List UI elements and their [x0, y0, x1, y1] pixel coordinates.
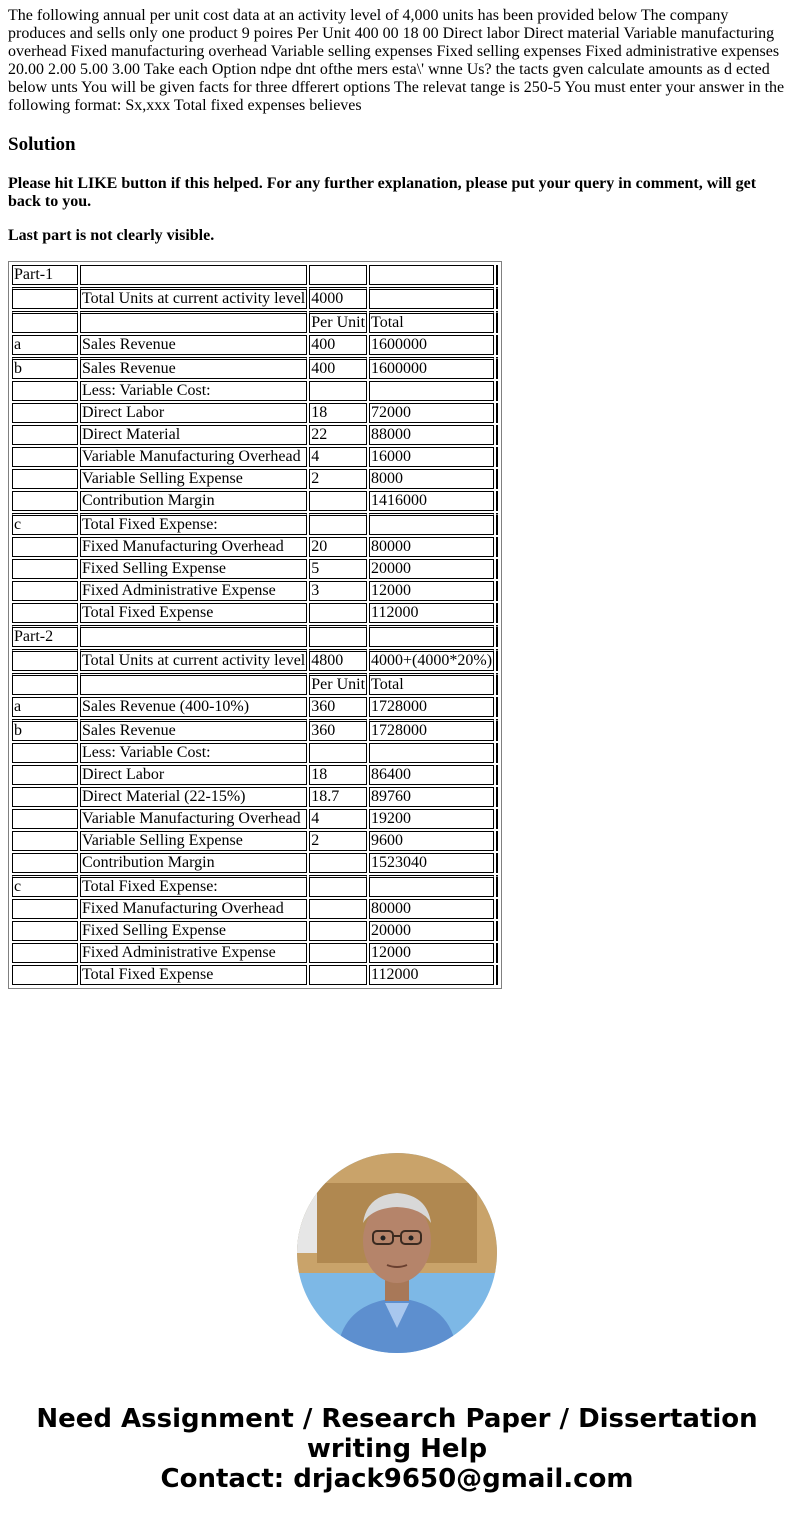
table-cell-c4: 12000 [369, 581, 494, 601]
table-cell-c3: Per Unit [309, 311, 367, 333]
table-cell-c2 [80, 311, 307, 333]
table-cell-c4: 112000 [369, 965, 494, 985]
table-cell-c2 [80, 265, 307, 285]
table-cell-c4: Total [369, 673, 494, 695]
table-cell-c1: Part-1 [12, 265, 78, 285]
table-cell-c1: Part-2 [12, 625, 78, 647]
table-cell-c3 [309, 853, 367, 873]
table-cell-c2: Sales Revenue [80, 335, 307, 355]
table-cell-c3: 22 [309, 425, 367, 445]
table-cell-c1 [12, 673, 78, 695]
table-cell-empty [496, 559, 498, 579]
table-row [12, 403, 498, 423]
table-cell-c3 [309, 625, 367, 647]
table-cell-c3: Per Unit [309, 673, 367, 695]
table-cell-c2 [80, 673, 307, 695]
table-cell-empty [496, 649, 498, 671]
table-row [12, 603, 498, 623]
table-cell-c2: Contribution Margin [80, 853, 307, 873]
solution-table-wrapper [8, 261, 502, 989]
table-cell-c3: 360 [309, 719, 367, 741]
table-cell-empty [496, 603, 498, 623]
table-cell-c4: 20000 [369, 921, 494, 941]
table-cell-c4: Total [369, 311, 494, 333]
table-cell-empty [496, 513, 498, 535]
table-cell-c4: 4000+(4000*20%) [369, 649, 494, 671]
table-cell-c2: Sales Revenue [80, 357, 307, 379]
table-cell-c2: Total Fixed Expense: [80, 875, 307, 897]
table-row [12, 673, 498, 695]
table-cell-c4: 72000 [369, 403, 494, 423]
table-cell-c1 [12, 403, 78, 423]
table-cell-c4 [369, 875, 494, 897]
table-cell-c4: 20000 [369, 559, 494, 579]
table-cell-empty [496, 899, 498, 919]
table-cell-empty [496, 921, 498, 941]
table-cell-c4: 86400 [369, 765, 494, 785]
table-cell-c3 [309, 513, 367, 535]
table-row [12, 581, 498, 601]
question-text: The following annual per unit cost data at an activity level of 4,000 units has been provided below The company produces and sells only one product 9 poires Per Unit 400 00 18 00 Direct labor Direct material Variable manufacturing overhead Fixed manufacturing overhead Variable selling expenses Fixed selling expenses Fixed administrative expenses 20.00 2.00 5.00 3.00 Take each Option ndpe dnt ofthe mers esta\' wnne Us? the tacts gven calculate amounts as d ected below unts You will be given facts for three dfferert options The relevat tange is 250-5 You must enter your answer in the following format: Sx,xxx Total fixed expenses believes [8, 7, 785, 114]
table-cell-empty [496, 943, 498, 963]
last-part-note: Last part is not clearly visible. [8, 227, 215, 244]
table-cell-c4 [369, 513, 494, 535]
table-row [12, 265, 498, 285]
table-cell-c1 [12, 381, 78, 401]
table-cell-c4: 8000 [369, 469, 494, 489]
table-cell-empty [496, 831, 498, 851]
table-cell-c2 [80, 625, 307, 647]
table-cell-c4 [369, 625, 494, 647]
table-row [12, 831, 498, 851]
table-row [12, 469, 498, 489]
table-row [12, 287, 498, 309]
table-cell-empty [496, 311, 498, 333]
table-cell-empty [496, 965, 498, 985]
table-cell-c2: Total Fixed Expense [80, 603, 307, 623]
table-row [12, 765, 498, 785]
table-cell-empty [496, 853, 498, 873]
table-cell-empty [496, 287, 498, 309]
table-row [12, 965, 498, 985]
table-cell-c2: Variable Manufacturing Overhead [80, 447, 307, 467]
table-cell-c2: Direct Material [80, 425, 307, 445]
author-avatar [297, 1153, 497, 1353]
table-cell-empty [496, 743, 498, 763]
table-row [12, 425, 498, 445]
table-cell-c1 [12, 965, 78, 985]
table-cell-c3 [309, 965, 367, 985]
table-row [12, 447, 498, 467]
table-cell-c2: Total Fixed Expense: [80, 513, 307, 535]
table-cell-c1 [12, 537, 78, 557]
table-cell-c3: 4000 [309, 287, 367, 309]
table-cell-empty [496, 787, 498, 807]
footer-line-3: Contact: drjack9650@gmail.com [160, 1464, 634, 1494]
table-row [12, 491, 498, 511]
table-cell-c4 [369, 265, 494, 285]
like-note: Please hit LIKE button if this helped. For any further explanation, please put your query in comment, will get back to you. [8, 175, 757, 210]
table-cell-c1 [12, 853, 78, 873]
table-row [12, 697, 498, 717]
table-cell-c2: Fixed Manufacturing Overhead [80, 899, 307, 919]
table-cell-c4: 1416000 [369, 491, 494, 511]
table-cell-c1 [12, 559, 78, 579]
table-cell-c2: Variable Selling Expense [80, 469, 307, 489]
table-cell-c1 [12, 311, 78, 333]
table-row [12, 743, 498, 763]
table-cell-c2: Direct Material (22-15%) [80, 787, 307, 807]
table-cell-c2: Variable Selling Expense [80, 831, 307, 851]
table-row [12, 537, 498, 557]
author-photo-icon [297, 1153, 497, 1353]
table-cell-c4: 1728000 [369, 719, 494, 741]
table-cell-c3 [309, 943, 367, 963]
table-cell-c2: Total Fixed Expense [80, 965, 307, 985]
table-cell-c4: 80000 [369, 899, 494, 919]
table-cell-empty [496, 469, 498, 489]
table-cell-c3: 400 [309, 357, 367, 379]
table-cell-c1 [12, 603, 78, 623]
table-cell-c2: Fixed Administrative Expense [80, 581, 307, 601]
table-cell-c4: 80000 [369, 537, 494, 557]
table-cell-c3 [309, 899, 367, 919]
table-cell-c1: c [12, 513, 78, 535]
table-cell-c4: 1728000 [369, 697, 494, 717]
table-cell-c2: Less: Variable Cost: [80, 381, 307, 401]
table-cell-c4: 19200 [369, 809, 494, 829]
table-cell-c2: Fixed Manufacturing Overhead [80, 537, 307, 557]
table-cell-c4: 9600 [369, 831, 494, 851]
table-cell-c4: 16000 [369, 447, 494, 467]
table-row [12, 809, 498, 829]
table-cell-c1 [12, 491, 78, 511]
table-row [12, 357, 498, 379]
table-cell-c3 [309, 491, 367, 511]
table-cell-c1 [12, 787, 78, 807]
table-row [12, 787, 498, 807]
table-row [12, 875, 498, 897]
table-cell-c3 [309, 921, 367, 941]
footer-line-2: writing Help [306, 1434, 488, 1464]
table-row [12, 335, 498, 355]
table-cell-c1 [12, 943, 78, 963]
table-cell-c3 [309, 265, 367, 285]
table-cell-c2: Total Units at current activity level [80, 649, 307, 671]
table-cell-c1 [12, 743, 78, 763]
table-cell-empty [496, 447, 498, 467]
table-cell-c2: Sales Revenue [80, 719, 307, 741]
table-cell-c3: 18 [309, 765, 367, 785]
table-cell-c2: Fixed Selling Expense [80, 559, 307, 579]
solution-heading: Solution [8, 134, 76, 155]
footer-line-1: Need Assignment / Research Paper / Dissertation [36, 1404, 758, 1434]
table-cell-c2: Contribution Margin [80, 491, 307, 511]
table-cell-c2: Fixed Administrative Expense [80, 943, 307, 963]
table-cell-empty [496, 381, 498, 401]
table-cell-c2: Total Units at current activity level [80, 287, 307, 309]
table-cell-c1: a [12, 697, 78, 717]
table-row [12, 899, 498, 919]
table-cell-c3: 4800 [309, 649, 367, 671]
table-cell-c3: 3 [309, 581, 367, 601]
table-cell-c3: 4 [309, 809, 367, 829]
table-cell-empty [496, 357, 498, 379]
table-cell-c1 [12, 447, 78, 467]
table-cell-empty [496, 625, 498, 647]
table-cell-c4: 12000 [369, 943, 494, 963]
table-cell-c1 [12, 765, 78, 785]
table-cell-c1 [12, 649, 78, 671]
table-cell-c1 [12, 287, 78, 309]
table-cell-c2: Fixed Selling Expense [80, 921, 307, 941]
table-cell-c2: Direct Labor [80, 403, 307, 423]
table-cell-empty [496, 581, 498, 601]
table-cell-c1 [12, 809, 78, 829]
table-row [12, 943, 498, 963]
table-cell-c3: 18 [309, 403, 367, 423]
table-row [12, 311, 498, 333]
footer-advert [0, 1404, 794, 1494]
table-row [12, 513, 498, 535]
table-cell-empty [496, 265, 498, 285]
table-cell-c1 [12, 425, 78, 445]
table-cell-empty [496, 765, 498, 785]
table-row [12, 853, 498, 873]
table-cell-c1: a [12, 335, 78, 355]
table-cell-c3: 18.7 [309, 787, 367, 807]
solution-table [10, 263, 500, 987]
table-cell-c4: 1600000 [369, 357, 494, 379]
table-row [12, 381, 498, 401]
table-cell-c1 [12, 581, 78, 601]
table-cell-c1: c [12, 875, 78, 897]
table-cell-c3: 2 [309, 469, 367, 489]
table-cell-empty [496, 537, 498, 557]
table-cell-empty [496, 425, 498, 445]
table-row [12, 625, 498, 647]
table-cell-c2: Sales Revenue (400-10%) [80, 697, 307, 717]
table-cell-empty [496, 875, 498, 897]
table-cell-c4: 1600000 [369, 335, 494, 355]
table-cell-c2: Variable Manufacturing Overhead [80, 809, 307, 829]
table-cell-empty [496, 403, 498, 423]
table-cell-empty [496, 697, 498, 717]
table-cell-c3: 360 [309, 697, 367, 717]
table-cell-c4: 88000 [369, 425, 494, 445]
table-cell-c3 [309, 381, 367, 401]
table-cell-c4 [369, 743, 494, 763]
table-cell-c3: 5 [309, 559, 367, 579]
table-cell-empty [496, 335, 498, 355]
table-cell-c4: 89760 [369, 787, 494, 807]
table-cell-c1: b [12, 719, 78, 741]
table-cell-c4 [369, 287, 494, 309]
table-row [12, 649, 498, 671]
table-cell-c3: 400 [309, 335, 367, 355]
table-cell-c1 [12, 921, 78, 941]
table-cell-c3: 2 [309, 831, 367, 851]
table-cell-empty [496, 491, 498, 511]
table-cell-empty [496, 673, 498, 695]
table-cell-c1 [12, 469, 78, 489]
table-cell-c3 [309, 743, 367, 763]
table-cell-c4: 1523040 [369, 853, 494, 873]
table-row [12, 559, 498, 579]
table-row [12, 719, 498, 741]
table-cell-c2: Less: Variable Cost: [80, 743, 307, 763]
table-cell-empty [496, 719, 498, 741]
table-cell-c1 [12, 831, 78, 851]
table-row [12, 921, 498, 941]
table-cell-c1 [12, 899, 78, 919]
table-cell-c3: 20 [309, 537, 367, 557]
table-cell-c3 [309, 603, 367, 623]
table-cell-c3 [309, 875, 367, 897]
table-cell-c4: 112000 [369, 603, 494, 623]
table-cell-c2: Direct Labor [80, 765, 307, 785]
table-cell-c3: 4 [309, 447, 367, 467]
table-cell-empty [496, 809, 498, 829]
table-cell-c1: b [12, 357, 78, 379]
table-cell-c4 [369, 381, 494, 401]
